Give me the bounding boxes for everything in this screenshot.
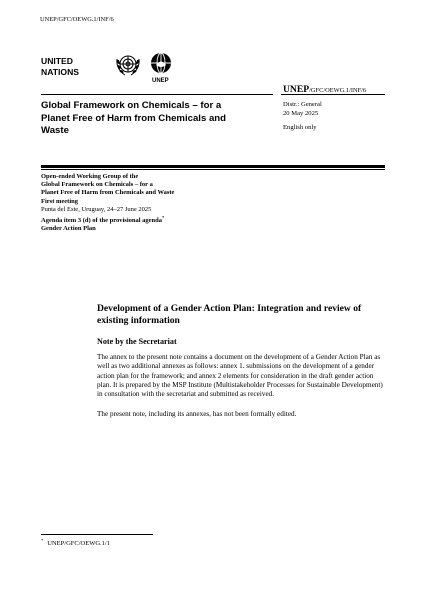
body-paragraph-2: The present note, including its annexes, has not been formally edited.	[97, 410, 297, 418]
meeting-line-1: Open-ended Working Group of the	[41, 173, 139, 180]
symbol-rest: /GFC/OEWG.1/INF/6	[309, 87, 367, 94]
distribution: Distr.: General	[283, 101, 322, 108]
meeting-line-3: Planet Free of Harm from Chemicals and Waste	[41, 189, 175, 197]
agenda-title: Gender Action Plan	[41, 225, 96, 233]
body-paragraph-1: The annex to the present note contains a document on the development of a Gender Action Plan as well as two additional annexes as follows: annex 1. submissions on the development of a gender action plan for the framework; and annex 2 elements for consideration in the draft gender action plan. It is prepared by the MSP Institute (Multistakeholder Processes for Sustainable Development) in consultation with the secretariat and submitted as received.	[97, 353, 383, 399]
document-symbol	[283, 84, 366, 95]
distribution-block	[283, 101, 322, 133]
thick-rule	[41, 165, 385, 168]
issue-date: 20 May 2025	[283, 110, 319, 118]
organization-name: UNITED NATIONS	[41, 56, 80, 77]
agenda-footnote-marker: *	[162, 215, 165, 221]
meeting-location: Punta del Este, Uruguay, 24–27 June 2025	[41, 205, 152, 213]
framework-title: Global Framework on Chemicals – for a Planet Free of Harm from Chemicals and Waste	[41, 100, 226, 137]
footnote-text: UNEP/GFC/OEWG.1/1	[47, 540, 110, 547]
header-rule-left	[41, 94, 273, 95]
note-heading: Note by the Secretariat	[97, 337, 177, 346]
meeting-session: First meeting	[41, 197, 79, 205]
language-note: English only	[283, 123, 317, 131]
document-title: Development of a Gender Action Plan: Integration and review of existing information	[97, 303, 362, 327]
document-symbol-top: UNEP/GFC/OEWG.1/INF/6	[40, 16, 114, 23]
unep-logo-icon	[146, 51, 176, 77]
footnote-rule	[41, 534, 153, 535]
meeting-info	[41, 173, 271, 234]
footnote	[41, 538, 110, 547]
unep-logo-text: UNEP	[152, 78, 169, 84]
agenda-item	[41, 214, 271, 225]
footnote-marker: *	[41, 538, 44, 543]
symbol-main: UNEP	[283, 84, 310, 95]
un-emblem-icon	[113, 51, 143, 81]
meeting-line-2: Global Framework on Chemicals – for a	[41, 181, 153, 189]
agenda-item-text: Agenda item 3 (d) of the provisional agenda	[41, 217, 163, 225]
thin-rule	[41, 169, 385, 170]
